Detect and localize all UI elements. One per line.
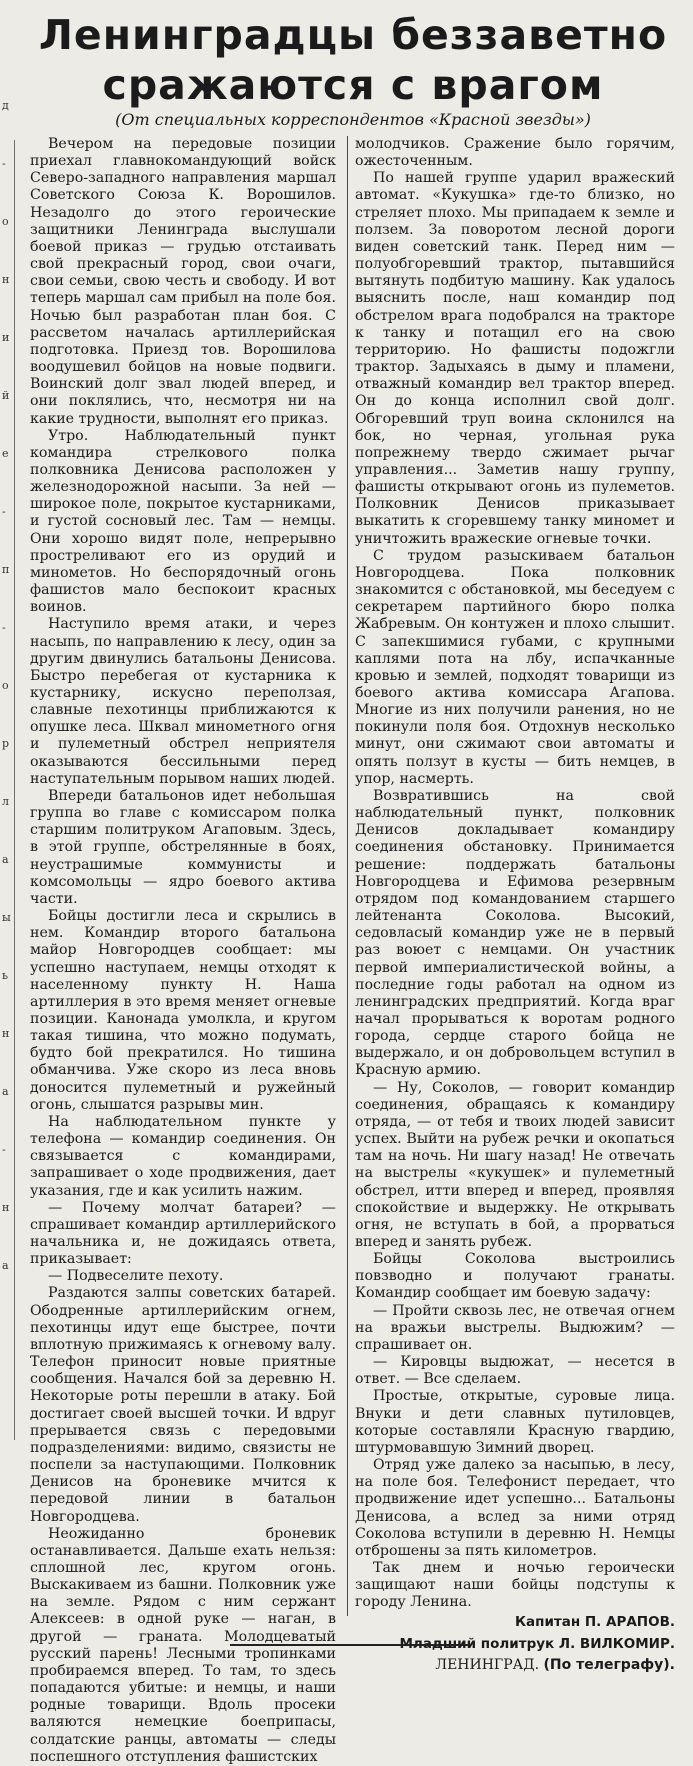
margin-fragment: - — [2, 621, 6, 634]
column-divider — [347, 136, 348, 1616]
margin-fragment: а — [2, 1085, 9, 1098]
dialogue-line: — Почему молчат батареи? — спрашивает командир артиллерийского начальника и, не дожидаясь ответа, приказывает: — [30, 1199, 336, 1268]
author-signature: Капитан П. АРАПОВ. — [514, 1614, 675, 1631]
article-right-column — [355, 136, 675, 1675]
paragraph: Наступило время атаки, и через насыпь, по направлению к лесу, один за другим двинулись батальоны Денисова. Быстро перебегая от кустарника к кустарнику, искусно переползая, славные пехотинцы приближаются к опушке леса. Шквал минометного огня и пулеметный обстрел неприятеля оказываются бессильными перед наступательным порывом наших людей. — [30, 616, 336, 787]
margin-fragment: н — [2, 1201, 10, 1214]
paragraph: С трудом разыскиваем батальон Новгородцева. Пока полковник знакомится с обстановкой, мы беседуем с секретарем партийного бюро полка Жабревым. Он контужен и плохо слышит. С запекшимися губами, с крупными каплями пота на лбу, испачканные кровью и землей, подходят товарищи из боевого актива комиссара Агапова. Многие из них получили ранения, но не покинули поля боя. Отдохнув несколько минут, они сжимают свои автоматы и опять ползут в кусты — бить немцев, в упор, насмерть. — [355, 547, 675, 787]
margin-fragment: - — [2, 505, 6, 518]
adjacent-column-fragment — [0, 99, 15, 1440]
margin-fragment: л — [2, 795, 9, 808]
next-article-rule — [230, 1644, 470, 1656]
paragraph: Неожиданно броневик останавливается. Дальше ехать нельзя: сплошной лес, кругом огонь. Выскакиваем из башни. Полковник уже на земле. Рядом с ним сержант Алексеев: в одной руке — наган, в другой — граната. Молодцеватый русский парень! Лесными тропинками пробираемся вперед. То там, то здесь попадаются убитые: и немцы, и наши родные товарищи. Вдоль просеки валяются немецкие боеприпасы, солдатские ранцы, автоматы — следы поспешного отступления фашистских — [30, 1525, 336, 1765]
paragraph: Вечером на передовые позиции приехал главнокомандующий войск Северо-западного направления маршал Советского Союза К. Ворошилов. Незадолго до этого героические защитники Ленинграда выслушали боевой приказ — грудью отстаивать свой прекрасный город, свои очаги, свои семьи, свою честь и свободу. И вот теперь маршал сам прибыл на поле боя. Ночью был разработан план боя. С рассветом началась артиллерийская подготовка. Приезд тов. Ворошилова воодушевил бойцов на новые подвиги. Воинский долг звал людей вперед, и они поклялись, что, несмотря ни на какие трудности, выполнят его приказ. — [30, 136, 336, 427]
paragraph: На наблюдательном пункте у телефона — командир соединения. Он связывается с командирами, запрашивает о ходе продвижения, дает указания, где и как усилить нажим. — [30, 1113, 336, 1199]
paragraph: Возвратившись на свой наблюдательный пункт, полковник Денисов докладывает командиру соединения обстановку. Принимается решение: поддержать батальоны Новгородцева и Ефимова резервным отрядом под командованием старшего лейтенанта Соколова. Высокий, седовласый командир уже не в первый раз воюет с немцами. Он участник первой империалистической войны, а последние годы работал на одном из ленинградских предприятий. Когда враг начал прорываться к воротам родного города, сердце старого бойца не выдержало, и он добровольцем вступил в Красную армию. — [355, 787, 675, 1079]
margin-fragment: ы — [2, 911, 11, 924]
paragraph: По нашей группе ударил вражеский автомат. «Кукушка» где-то близко, но стреляет плохо. Мы припадаем к земле и ползем. За поворотом лесной дороги виден советский танк. Перед ним — полуобгоревший трактор, пытавшийся вытянуть подбитую машину. Как удалось выяснить после, наш командир под обстрелом врага подобрался на тракторе к танку и потащил его на свою территорию. Но фашисты подожгли трактор. Задыхаясь в дыму и пламени, отважный командир вел трактор вперед. Он до конца исполнил свой долг. Обгоревший труп воина склонился на бок, но черная, угольная рука попрежнему твердо сжимает рычаг управления... Заметив нашу группу, фашисты открывают огонь из пулеметов. Полковник Денисов приказывает выкатить к сгоревшему танку миномет и уничтожить вражеские огневые точки. — [355, 170, 675, 547]
margin-fragment: - — [2, 1143, 6, 1156]
dialogue-line: — Пройти сквозь лес, не отвечая огнем на вражьи выстрелы. Выдюжим? — спрашивает он. — [355, 1302, 675, 1353]
margin-fragment: о — [2, 679, 9, 692]
paragraph: Бойцы достигли леса и скрылись в нем. Командир второго батальона майор Новгородцев сообщает: мы успешно наступаем, немцы отходят к населенному пункту Н. Наша артиллерия в это время меняет огневые позиции. Канонада умолкла, и кругом такая тишина, что можно подумать, будто бой прекратился. Но тишина обманчива. Уже скоро из леса вновь доносится пулеметный и ружейный огонь, слышатся разрывы мин. — [30, 908, 336, 1113]
paragraph: Простые, открытые, суровые лица. Внуки и дети славных путиловцев, которые составляли Красную гвардию, штурмовавшую Зимний дворец. — [355, 1388, 675, 1456]
dialogue-line: — Подвеселите пехоту. — [48, 1268, 224, 1285]
margin-fragment: а — [2, 1259, 9, 1272]
paragraph: Бойцы Соколова выстроились повзводно и получают гранаты. Командир сообщает им боевую задачу: — [355, 1251, 675, 1302]
dateline-city: ЛЕНИНГРАД. — [435, 1657, 540, 1674]
margin-fragment: д — [2, 99, 9, 112]
paragraph: Отряд уже далеко за насыпью, в лесу, на поле боя. Телефонист передает, что продвижение идет успешно... Батальоны Денисова, а вслед за ними отряд Соколова вступили в деревню Н. Немцы отброшены за пять километров. — [355, 1457, 675, 1559]
margin-fragment: е — [2, 447, 9, 460]
dateline-note: (По телеграфу). — [543, 1657, 675, 1674]
paragraph-continuation: молодчиков. Сражение было горячим, ожесточенным. — [355, 136, 675, 170]
paragraph: Впереди батальонов идет небольшая группа во главе с комиссаром полка старшим политруком Агаповым. Здесь, в этой группе, обстрелянные в боях, неустрашимые коммунисты и комсомольцы — ядро боевого актива части. — [30, 787, 336, 907]
margin-fragment: и — [2, 331, 10, 344]
margin-fragment: а — [2, 853, 9, 866]
margin-fragment: ь — [2, 969, 8, 982]
article-left-column — [30, 136, 336, 1766]
dialogue-line: — Кировцы выдюжат, — несется в ответ. — Все сделаем. — [355, 1354, 675, 1388]
author-signature: Младший политрук Л. ВИЛКОМИР. — [399, 1636, 675, 1653]
margin-fragment: о — [2, 215, 9, 228]
paragraph: Так днем и ночью героически защищают наши бойцы подступы к городу Ленина. — [355, 1559, 675, 1611]
paragraph: Утро. Наблюдательный пункт командира стрелкового полка полковника Денисова расположен у железнодорожной насыпи. За ней — широкое поле, покрытое кустарниками, и густой сосновый лес. Там — немцы. Они хорошо видят поле, непрерывно простреливают его из орудий и минометов. Но беспорядочный огонь фашистов мало беспокоит красных воинов. — [30, 427, 336, 616]
article-headline: Ленинградцы беззаветно сражаются с врагом — [38, 11, 668, 109]
margin-fragment: н — [2, 273, 10, 286]
margin-fragment: й — [2, 389, 10, 402]
dialogue-line: — Ну, Соколов, — говорит командир соединения, обращаясь к командиру отряда, — от тебя и твоих людей зависит успех. Выйти на рубеж речки и окопаться там на ночь. Ни шагу назад! Не отвечать на выстрелы «кукушек» и пулеметный обстрел, итти вперед и вперед, проявляя спокойствие и выдержку. Не открывать огня, не вступать в бой, а прорваться вперед и занять рубеж. — [355, 1079, 675, 1250]
margin-fragment: р — [2, 737, 10, 750]
dateline — [355, 1655, 675, 1675]
paragraph: Раздаются залпы советских батарей. Ободренные артиллерийским огнем, пехотинцы идут еще быстрее, почти вплотную прижимаясь к огневому валу. Телефон приносит новые приятные сообщения. Начался бой за деревню Н. Некоторые роты перешли в атаку. Бой достигает своей высшей точки. И вдруг прерывается связь с передовыми подразделениями: видимо, связисты не поспели за наступающими. Полковник Денисов на броневике мчится к передовой линии в батальон Новгородцева. — [30, 1285, 336, 1525]
margin-fragment: н — [2, 1027, 10, 1040]
margin-fragment: п — [2, 563, 10, 576]
margin-fragment: - — [2, 157, 6, 170]
article-subtitle: (От специальных корреспондентов «Красной звезды») — [115, 110, 591, 129]
